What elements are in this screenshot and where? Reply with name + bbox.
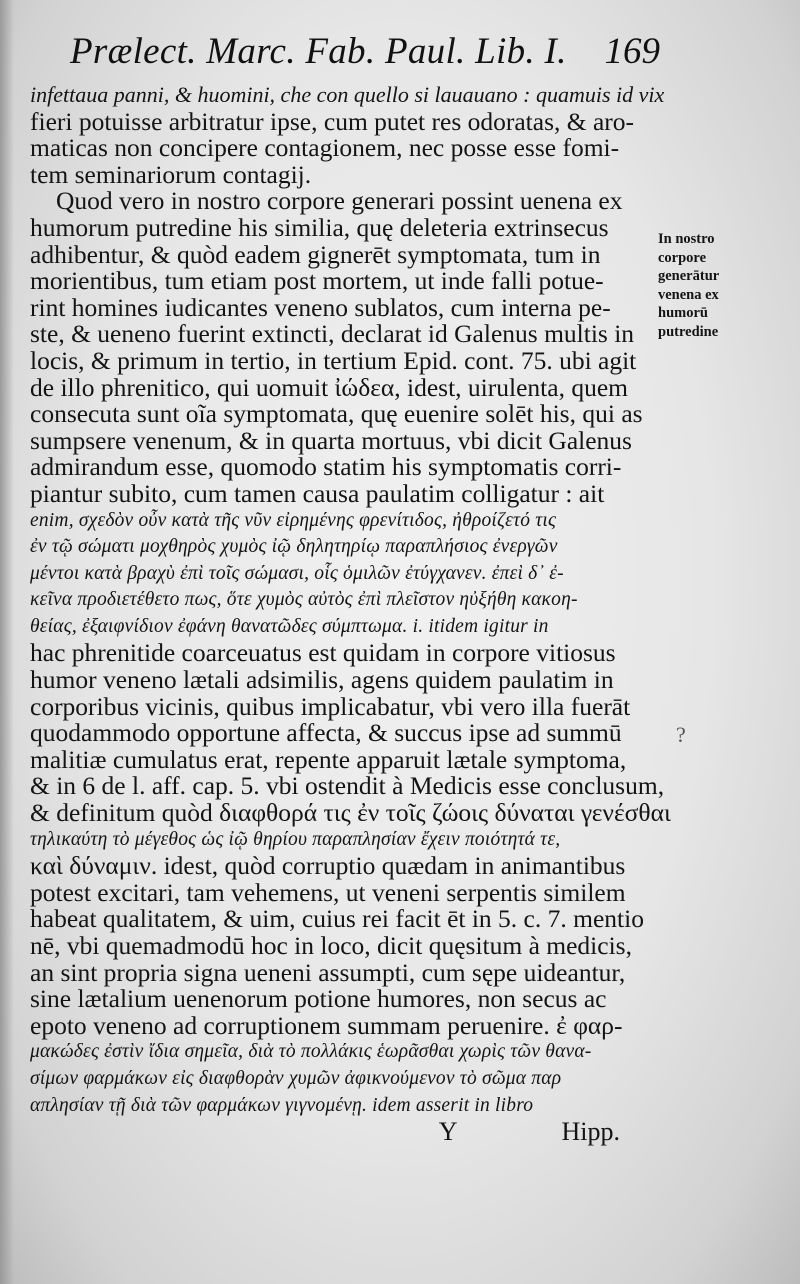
text-line: an sint propria signa ueneni assumpti, cum sępe uideantur, bbox=[30, 957, 626, 987]
text-line: nē, vbi quemadmodū hoc in loco, dicit quęsitum à medicis, bbox=[30, 931, 632, 960]
text-line: humorum putredine his similia, quę deleteria extrinsecus bbox=[30, 212, 609, 242]
marginal-line: humorū bbox=[658, 305, 708, 321]
marginal-line: generātur bbox=[658, 268, 720, 284]
text-line: corporibus vicinis, quibus implicabatur, vbi vero illa fuerāt bbox=[30, 691, 631, 721]
text-line: humor veneno lætali adsimilis, agens quidem paulatim in bbox=[30, 665, 614, 695]
text-line: Quod vero in nostro corpore generari possint uenena ex bbox=[56, 186, 623, 216]
text-line: τηλικαύτη τὸ μέγεθος ὡς ἰῷ θηρίου παραπλησίαν ἔχειν ποιότητά τε, bbox=[30, 828, 561, 850]
text-line: enim, σχεδὸν οὖν κατὰ τῆς νῦν εἰρημένης φρενίτιδος, ἠθροίζετό τις bbox=[30, 509, 557, 531]
text-line: de illo phrenitico, qui uomuit ἰώδεα, idest, uirulenta, quem bbox=[30, 372, 628, 402]
catchword: Hipp. bbox=[561, 1117, 620, 1147]
text-line: consecuta sunt oĩa symptomata, quę euenire solēt his, qui as bbox=[30, 399, 643, 429]
text-line: θείας, ἐξαιφνίδιον ἐφάνη θανατῶδες σύμπτωμα. i. itidem igitur in bbox=[30, 615, 549, 637]
text-line: hac phrenitide coarceuatus est quidam in corpore vitiosus bbox=[30, 638, 616, 668]
text-line: infettaua panni, & huomini, che con quello si lauauano : quamuis id vix bbox=[30, 82, 665, 107]
marginal-line: putredine bbox=[658, 323, 719, 340]
text-line: κεῖνα προδιετέθετο πως, ὅτε χυμὸς αὐτὸς ἐπὶ πλεῖστον ηὐξήθη κακοη- bbox=[30, 589, 578, 611]
marginal-line: In nostro bbox=[658, 231, 715, 247]
text-line: sine lætalium uenenorum potione humores, non secus ac bbox=[30, 984, 607, 1014]
text-line: sumpsere venenum, & in quarta mortuus, vbi dicit Galenus bbox=[30, 425, 632, 455]
text-line: fieri potuisse arbitratur ipse, cum putet res odoratas, & aro- bbox=[30, 106, 635, 136]
signature-mark: Y bbox=[438, 1117, 458, 1147]
running-head-title: Prælect. Marc. Fab. Paul. Lib. I. bbox=[70, 31, 567, 72]
marginal-note bbox=[658, 230, 778, 341]
text-line: & in 6 de l. aff. cap. 5. vbi ostendit à Medicis esse conclusum, bbox=[30, 771, 665, 801]
stray-mark: ? bbox=[676, 722, 686, 747]
text-line: adhibentur, & quòd eadem gignerēt symptomata, tum in bbox=[30, 239, 601, 269]
text-line: malitiæ cumulatus erat, repente apparuit lætale symptoma, bbox=[30, 744, 627, 774]
text-line: tem seminariorum contagij. bbox=[30, 159, 312, 189]
text-line: καὶ δύναμιν. idest, quòd corruptio quædam in animantibus bbox=[30, 851, 626, 881]
text-line: ἐν τῷ σώματι μοχθηρὸς χυμὸς ἰῷ δηλητηρίῳ παραπλήσιος ἐνεργῶν bbox=[30, 536, 558, 558]
text-line: μέντοι κατὰ βραχὺ ἐπὶ τοῖς σώμασι, οἷς ὁμιλῶν ἐτύγχανεν. ἐπεὶ δ᾽ ἐ- bbox=[30, 562, 564, 584]
text-line: potest excitari, tam vehemens, ut veneni serpentis similem bbox=[30, 877, 626, 907]
running-head bbox=[70, 30, 660, 82]
page-number: 169 bbox=[604, 31, 660, 72]
catchword-line bbox=[30, 1119, 650, 1146]
text-line: ste, & ueneno fuerint extincti, declarat id Galenus multis in bbox=[30, 319, 635, 349]
marginal-line: venena ex bbox=[658, 286, 719, 303]
text-line: σίμων φαρμάκων εἰς διαφθορὰν χυμῶν ἀφικνούμενον τὸ σῶμα παρ bbox=[30, 1067, 562, 1089]
text-line: quodammodo opportune affecta, & succus ipse ad summū bbox=[30, 718, 622, 748]
text-line: απλησίαν τῇ διὰ τῶν φαρμάκων γιγνομένῃ. idem asserit in libro bbox=[30, 1094, 534, 1116]
text-line: epoto veneno ad corruptionem summam peruenire. ἐ φαρ- bbox=[30, 1010, 623, 1040]
text-line: rint homines iudicantes veneno sublatos, cum interna pe- bbox=[30, 292, 611, 322]
text-line: & definitum quòd διαφθορά τις ἐν τοῖς ζώοις δύναται γενέσθαι bbox=[30, 798, 671, 828]
text-line: μακώδες ἐστὶν ἴδια σημεῖα, διὰ τὸ πολλάκις ἑωρᾶσθαι χωρὶς τῶν θανα- bbox=[30, 1041, 592, 1063]
text-line: locis, & primum in tertio, in tertium Epid. cont. 75. ubi agit bbox=[30, 345, 637, 375]
text-line: piantur subito, cum tamen causa paulatim colligatur : ait bbox=[30, 478, 605, 508]
body-text bbox=[30, 82, 671, 1147]
text-line: admirandum esse, quomodo statim his symptomatis corri- bbox=[30, 452, 622, 482]
marginal-line: corpore bbox=[658, 249, 707, 266]
text-line: habeat qualitatem, & uim, cuius rei facit ēt in 5. c. 7. mentio bbox=[30, 904, 644, 934]
text-line: morientibus, tum etiam post mortem, ut inde falli potue- bbox=[30, 266, 604, 296]
text-line: maticas non concipere contagionem, nec posse esse fomi- bbox=[30, 133, 620, 163]
